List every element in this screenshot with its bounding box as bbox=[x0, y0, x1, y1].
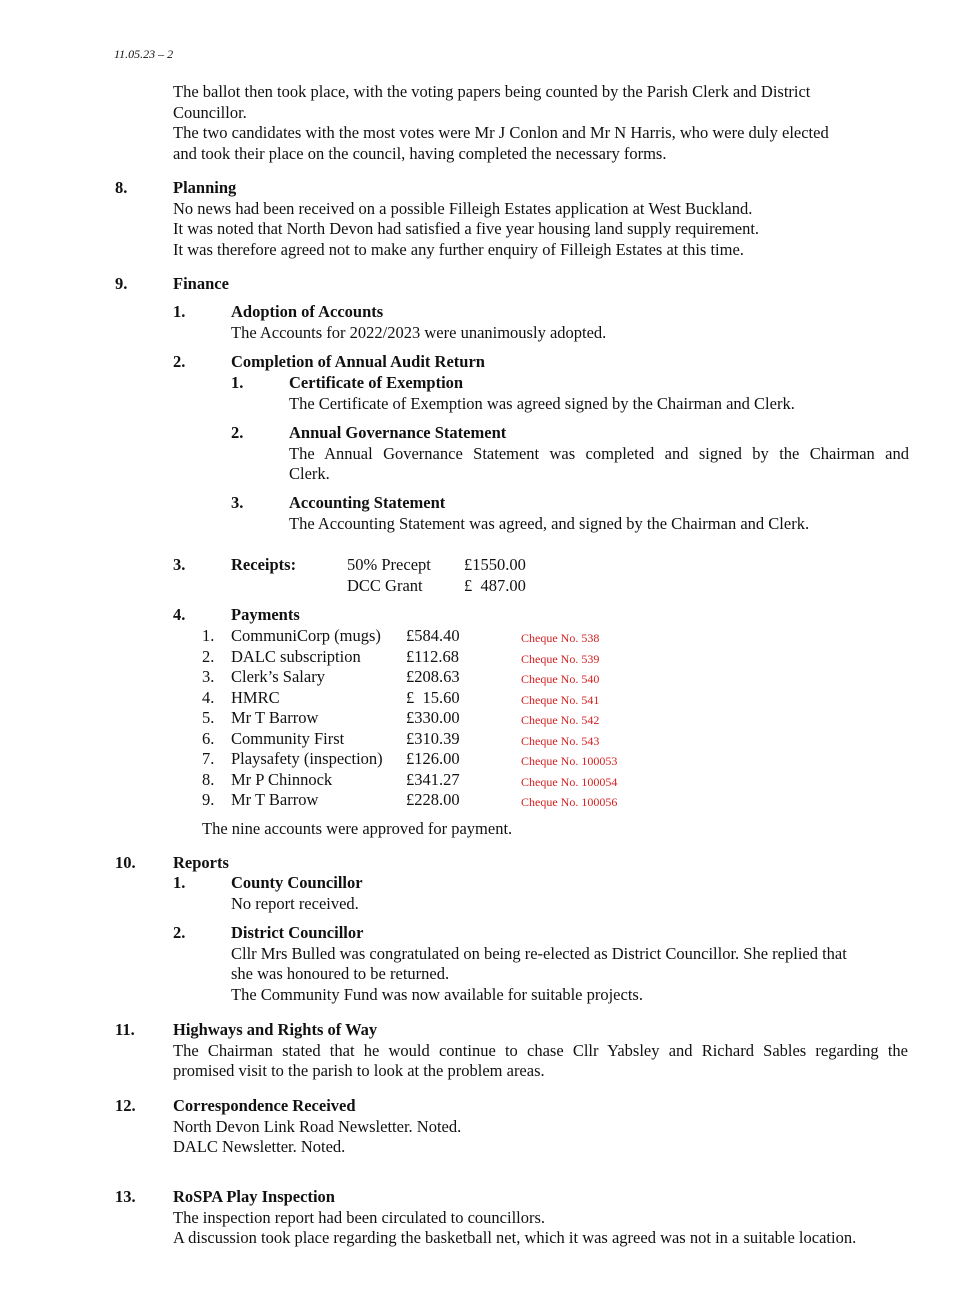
section-10-title: Reports bbox=[173, 853, 229, 872]
section-13-number: 13. bbox=[115, 1187, 136, 1206]
receipt-label: DCC Grant bbox=[347, 576, 423, 595]
payment-number: 6. bbox=[202, 728, 215, 748]
cheque-number: Cheque No. 541 bbox=[521, 692, 600, 707]
payment-row bbox=[202, 626, 702, 647]
receipt-label: 50% Precept bbox=[347, 555, 431, 574]
payment-row bbox=[202, 688, 702, 709]
finance-item-3-number: 3. bbox=[173, 555, 186, 574]
section-12-title: Correspondence Received bbox=[173, 1096, 356, 1115]
payment-payee: Mr T Barrow bbox=[231, 708, 319, 727]
certificate-text: The Certificate of Exemption was agreed signed by the Chairman and Clerk. bbox=[289, 393, 795, 413]
payment-number: 7. bbox=[202, 749, 215, 768]
payment-payee: Mr T Barrow bbox=[231, 790, 319, 809]
payments-title: Payments bbox=[231, 605, 300, 624]
payment-payee: HMRC bbox=[231, 687, 280, 707]
payment-amount: £126.00 bbox=[406, 749, 460, 768]
section-11-number: 11. bbox=[115, 1020, 135, 1039]
payment-number: 2. bbox=[202, 646, 215, 666]
payment-payee: Playsafety (inspection) bbox=[231, 749, 383, 768]
payment-payee: Mr P Chinnock bbox=[231, 769, 333, 789]
section-13-title: RoSPA Play Inspection bbox=[173, 1187, 335, 1206]
payment-amount: £208.63 bbox=[406, 667, 460, 686]
payment-row bbox=[202, 647, 702, 668]
certificate-title: Certificate of Exemption bbox=[289, 373, 464, 392]
payment-number: 9. bbox=[202, 790, 215, 809]
district-councillor-report bbox=[231, 923, 911, 1005]
reports-item-1-number: 1. bbox=[173, 873, 186, 892]
payment-amount: £341.27 bbox=[406, 769, 460, 789]
section-8-line: It was therefore agreed not to make any further enquiry of Filleigh Estates at this time. bbox=[173, 239, 744, 259]
audit-sub-3-number: 3. bbox=[231, 493, 244, 512]
cheque-number: Cheque No. 100053 bbox=[521, 754, 618, 768]
payment-payee: DALC subscription bbox=[231, 646, 361, 666]
district-councillor-text: Cllr Mrs Bulled was congratulated on being re-elected as District Councillor. She replied that bbox=[231, 943, 847, 963]
payment-row bbox=[202, 749, 702, 770]
payment-number: 4. bbox=[202, 687, 215, 707]
section-8-number: 8. bbox=[115, 178, 128, 197]
payment-amount: £310.39 bbox=[406, 728, 460, 748]
audit-sub-1-number: 1. bbox=[231, 373, 244, 392]
receipts-title: Receipts: bbox=[231, 555, 297, 574]
section-12-number: 12. bbox=[115, 1096, 136, 1115]
governance-text: The Annual Governance Statement was completed and signed by the Chairman and bbox=[289, 443, 909, 463]
ballot-line: Councillor. bbox=[173, 102, 247, 122]
section-8-planning bbox=[173, 178, 908, 260]
section-11-highways bbox=[173, 1020, 908, 1082]
section-10-number: 10. bbox=[115, 853, 136, 872]
reports-item-2-number: 2. bbox=[173, 923, 186, 942]
cheque-number: Cheque No. 539 bbox=[521, 651, 600, 666]
accounting-title: Accounting Statement bbox=[289, 493, 446, 512]
section-13-text: The inspection report had been circulated to councillors. bbox=[173, 1207, 546, 1227]
payment-row bbox=[202, 667, 702, 688]
payment-number: 1. bbox=[202, 626, 215, 645]
annual-governance-statement bbox=[289, 423, 909, 485]
cheque-number: Cheque No. 543 bbox=[521, 733, 600, 748]
section-9-title: Finance bbox=[173, 274, 229, 293]
cheque-number: Cheque No. 100054 bbox=[521, 774, 618, 789]
payment-number: 5. bbox=[202, 708, 215, 727]
payments-approved-text: The nine accounts were approved for payment. bbox=[202, 819, 513, 838]
section-12-correspondence bbox=[173, 1096, 908, 1158]
adoption-text: The Accounts for 2022/2023 were unanimously adopted. bbox=[231, 322, 607, 342]
ballot-paragraph bbox=[173, 82, 908, 164]
section-11-title: Highways and Rights of Way bbox=[173, 1020, 378, 1039]
county-councillor-report bbox=[231, 873, 911, 914]
district-councillor-text: The Community Fund was now available for suitable projects. bbox=[231, 984, 643, 1004]
receipt-amount: £1550.00 bbox=[464, 555, 526, 574]
audit-return-title: Completion of Annual Audit Return bbox=[231, 352, 485, 371]
page-reference: 11.05.23 – 2 bbox=[114, 47, 174, 61]
district-councillor-title: District Councillor bbox=[231, 923, 364, 942]
finance-item-adoption bbox=[231, 302, 911, 343]
payment-payee: Community First bbox=[231, 728, 345, 748]
section-8-title: Planning bbox=[173, 178, 237, 197]
adoption-title: Adoption of Accounts bbox=[231, 302, 384, 321]
district-councillor-text: she was honoured to be returned. bbox=[231, 964, 450, 983]
audit-sub-2-number: 2. bbox=[231, 423, 244, 442]
county-councillor-title: County Councillor bbox=[231, 873, 363, 892]
section-8-line: No news had been received on a possible Filleigh Estates application at West Buckland. bbox=[173, 198, 753, 218]
payment-amount: £228.00 bbox=[406, 790, 460, 809]
accounting-statement bbox=[289, 493, 909, 534]
payment-amount: £112.68 bbox=[406, 646, 460, 666]
section-9-number: 9. bbox=[115, 274, 128, 293]
finance-item-1-number: 1. bbox=[173, 302, 186, 321]
receipt-amount: £ 487.00 bbox=[464, 576, 526, 595]
payment-number: 3. bbox=[202, 667, 215, 686]
governance-text: Clerk. bbox=[289, 464, 330, 483]
section-11-text: The Chairman stated that he would continue to chase Cllr Yabsley and Richard Sables regarding the bbox=[173, 1040, 908, 1060]
finance-item-4-number: 4. bbox=[173, 605, 186, 624]
section-13-text: A discussion took place regarding the basketball net, which it was agreed was not in a suitable location. bbox=[173, 1228, 857, 1247]
correspondence-item: DALC Newsletter. Noted. bbox=[173, 1137, 346, 1156]
payment-amount: £ 15.60 bbox=[406, 687, 460, 707]
ballot-line: The two candidates with the most votes were Mr J Conlon and Mr N Harris, who were duly elected bbox=[173, 123, 829, 142]
accounting-text: The Accounting Statement was agreed, and signed by the Chairman and Clerk. bbox=[289, 513, 810, 533]
payment-row bbox=[202, 708, 702, 729]
payment-amount: £584.40 bbox=[406, 626, 460, 645]
cheque-number: Cheque No. 542 bbox=[521, 713, 600, 727]
payment-number: 8. bbox=[202, 769, 215, 789]
county-councillor-text: No report received. bbox=[231, 893, 359, 913]
ballot-line: The ballot then took place, with the voting papers being counted by the Parish Clerk and District bbox=[173, 82, 811, 101]
cheque-number: Cheque No. 540 bbox=[521, 672, 600, 686]
cheque-number: Cheque No. 100056 bbox=[521, 795, 618, 809]
payment-payee: Clerk’s Salary bbox=[231, 667, 325, 686]
payment-row bbox=[202, 729, 702, 750]
payment-row bbox=[202, 770, 702, 791]
finance-item-2-number: 2. bbox=[173, 352, 186, 371]
section-11-text: promised visit to the parish to look at the problem areas. bbox=[173, 1061, 545, 1080]
payment-amount: £330.00 bbox=[406, 708, 460, 727]
section-13-rospa bbox=[173, 1187, 913, 1249]
cheque-number: Cheque No. 538 bbox=[521, 631, 600, 645]
ballot-line: and took their place on the council, having completed the necessary forms. bbox=[173, 143, 667, 163]
governance-title: Annual Governance Statement bbox=[289, 423, 507, 442]
section-8-line: It was noted that North Devon had satisfied a five year housing land supply requirement. bbox=[173, 219, 760, 238]
correspondence-item: North Devon Link Road Newsletter. Noted. bbox=[173, 1116, 462, 1136]
payment-row bbox=[202, 790, 702, 811]
payment-payee: CommuniCorp (mugs) bbox=[231, 626, 381, 645]
certificate-of-exemption bbox=[289, 373, 909, 414]
